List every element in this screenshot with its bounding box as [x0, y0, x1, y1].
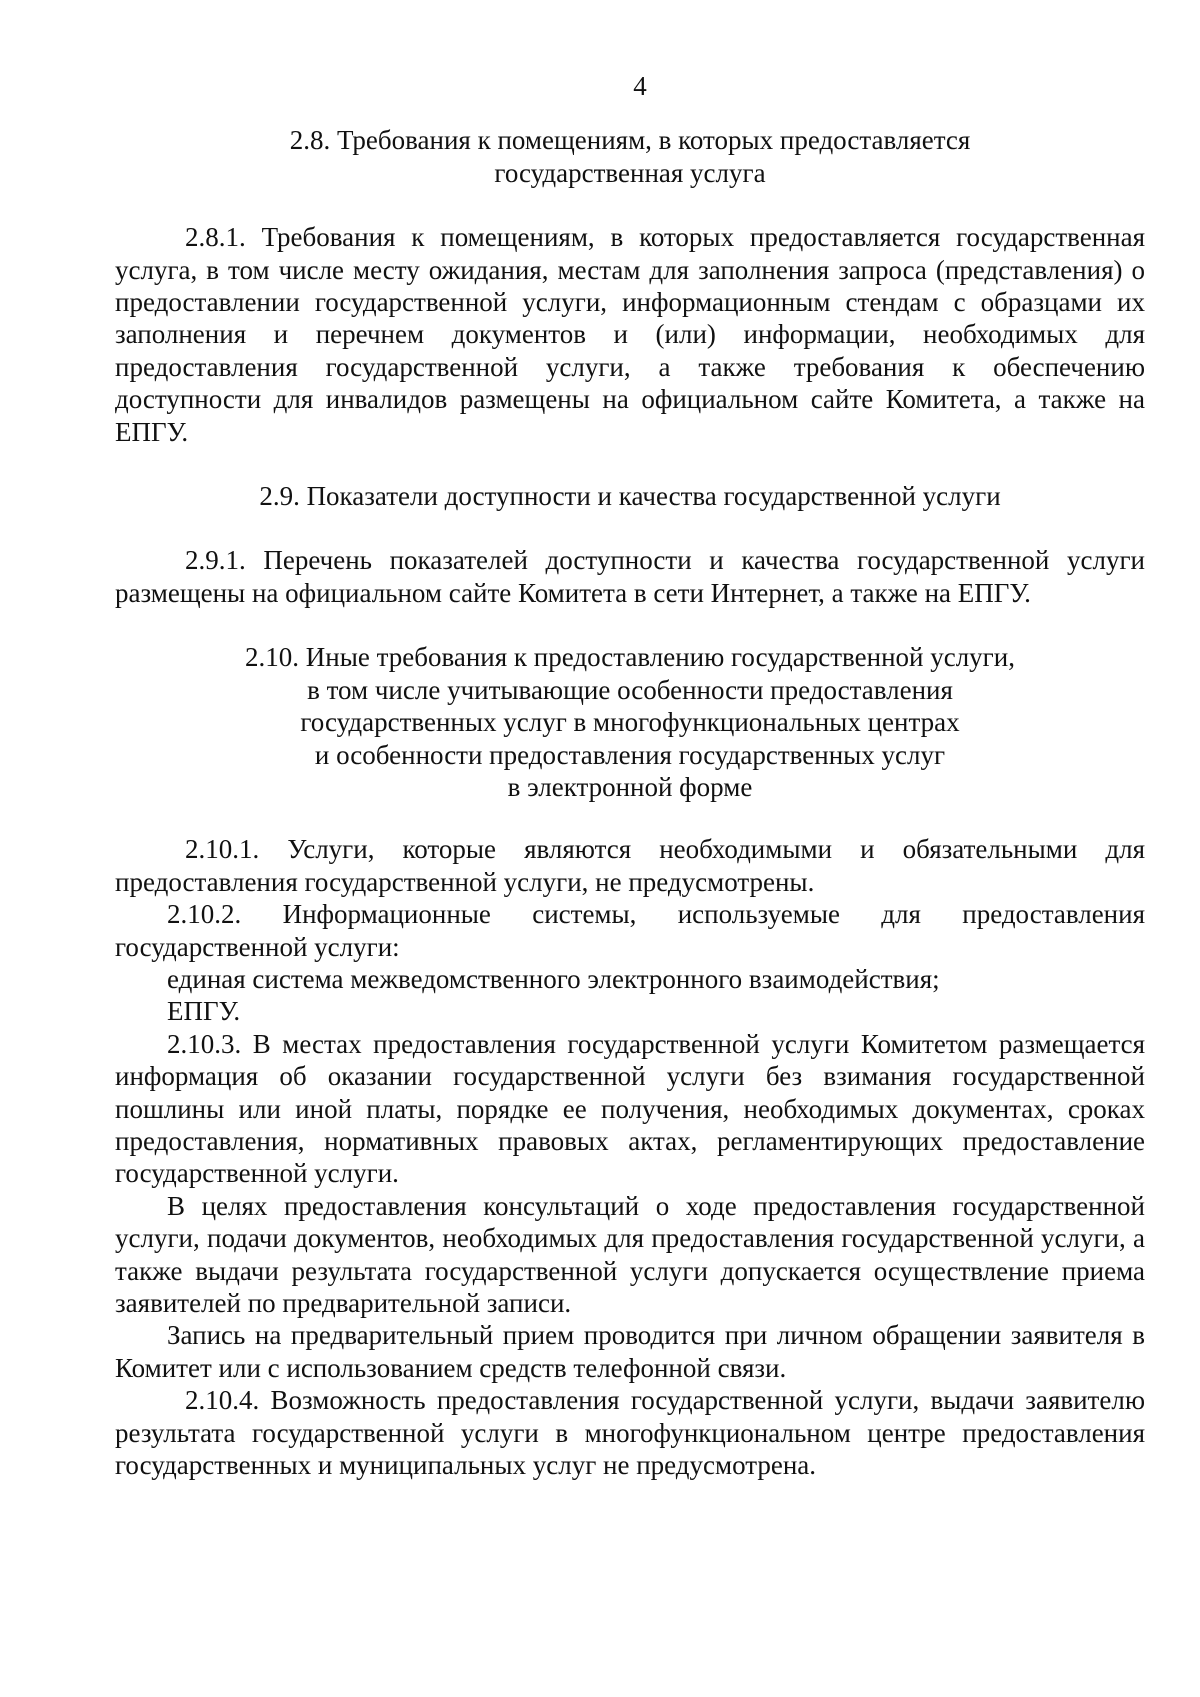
- list-item: ЕПГУ.: [167, 996, 241, 1027]
- heading-2-9: [115, 480, 1145, 512]
- paragraph-consultations: В целях предоставления консультаций о ходе предоставления государственной услуги, подачи документов, необходимых для предоставления государственной услуги, а также выдачи результата государственной услуги допускается осуществление приема заявителей по предварительной записи.: [115, 1190, 1145, 1318]
- heading-2-10: [115, 641, 1145, 803]
- paragraph-2-8-1: 2.8.1. Требования к помещениям, в которых предоставляется государственная услуга, в том числе месту ожидания, местам для заполнения запроса (представления) о предоставлении государственной услуги, информационным стендам с образцами их заполнения и перечнем документов и (или) информации, необходимых для предоставления государственной услуги, а также требования к обеспечению доступности для инвалидов размещены на официальном сайте Комитета, а также на ЕПГУ.: [115, 222, 1145, 447]
- document-page: [115, 70, 1145, 1481]
- heading-line: государственная услуга: [494, 157, 766, 188]
- page-number: 4: [633, 71, 647, 101]
- heading-line: в том числе учитывающие особенности предоставления: [307, 674, 953, 705]
- paragraph-2-10-1: 2.10.1. Услуги, которые являются необходимыми и обязательными для предоставления государственной услуги, не предусмотрены.: [115, 834, 1145, 897]
- heading-line: 2.8. Требования к помещениям, в которых предоставляется: [289, 125, 971, 156]
- paragraph-2-10-3: 2.10.3. В местах предоставления государственной услуги Комитетом размещается информация об оказании государственной услуги без взимания государственной пошлины или иной платы, порядке ее получения, необходимых документах, сроках предоставления, нормативных правовых актах, регламентирующих предоставление государственной услуги.: [115, 1028, 1145, 1189]
- heading-line: и особенности предоставления государственных услуг: [314, 739, 946, 770]
- heading-line: государственных услуг в многофункциональных центрах: [300, 707, 960, 738]
- heading-2-8: [115, 124, 1145, 189]
- list-item: единая система межведомственного электронного взаимодействия;: [167, 963, 940, 994]
- paragraph-2-10-2: 2.10.2. Информационные системы, используемые для предоставления государственной услуги:: [115, 899, 1145, 962]
- paragraph-appointment: Запись на предварительный прием проводится при личном обращении заявителя в Комитет или с использованием средств телефонной связи.: [115, 1320, 1145, 1383]
- heading-line: в электронной форме: [507, 771, 753, 802]
- paragraph-2-10-4: 2.10.4. Возможность предоставления государственной услуги, выдачи заявителю результата государственной услуги в многофункциональном центре предоставления государственных и муниципальных услуг не предусмотрена.: [115, 1385, 1145, 1481]
- paragraph-2-9-1: 2.9.1. Перечень показателей доступности и качества государственной услуги размещены на официальном сайте Комитета в сети Интернет, а также на ЕПГУ.: [115, 545, 1145, 608]
- heading-line: 2.9. Показатели доступности и качества государственной услуги: [259, 481, 1001, 512]
- heading-line: 2.10. Иные требования к предоставлению государственной услуги,: [245, 642, 1015, 673]
